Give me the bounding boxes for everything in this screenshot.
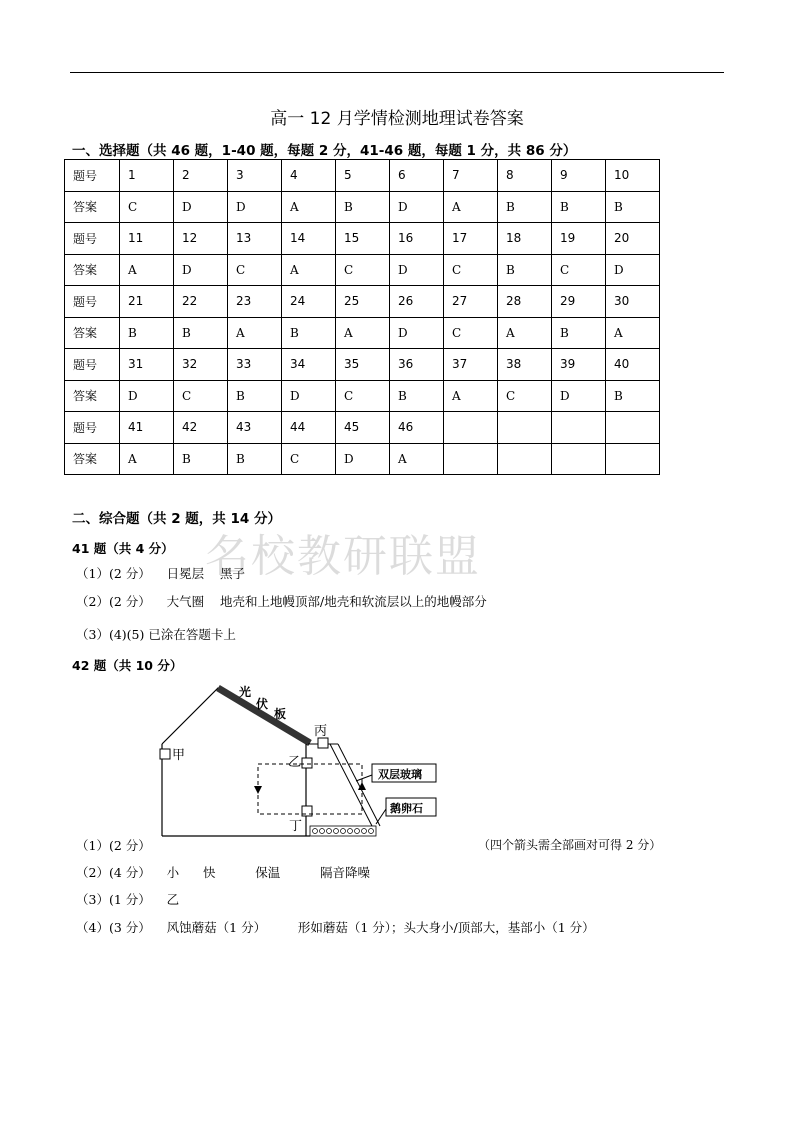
answer-cell: C [444, 317, 498, 349]
q42-note: （四个箭头需全部画对可得 2 分） [478, 838, 662, 852]
answer-cell [498, 443, 552, 475]
question-number-cell: 30 [606, 286, 660, 318]
question-number-cell: 5 [336, 160, 390, 192]
house-diagram [150, 678, 450, 843]
question-number-cell: 2 [174, 160, 228, 192]
num-row [65, 223, 660, 255]
answer-cell: B [120, 317, 174, 349]
question-number-cell: 35 [336, 349, 390, 381]
page-title: 高一 12 月学情检测地理试卷答案 [270, 109, 524, 129]
num-row [65, 412, 660, 444]
answer-cell: B [174, 443, 228, 475]
question-number-cell [444, 412, 498, 444]
label-pebble: 鹅卵石 [390, 802, 423, 815]
answer-cell: C [444, 254, 498, 286]
answer-cell: B [174, 317, 228, 349]
answer-cell: C [498, 380, 552, 412]
row-header: 题号 [65, 160, 120, 192]
answer-cell: C [336, 380, 390, 412]
question-number-cell: 34 [282, 349, 336, 381]
question-number-cell: 43 [228, 412, 282, 444]
answer-cell: A [120, 443, 174, 475]
answer-cell: A [228, 317, 282, 349]
answer-cell: C [282, 443, 336, 475]
answer-row [65, 443, 660, 475]
answer-cell [444, 443, 498, 475]
answer-row [65, 254, 660, 286]
question-number-cell: 39 [552, 349, 606, 381]
answer-cell: C [552, 254, 606, 286]
label-bing: 丙 [314, 724, 328, 739]
question-number-cell [498, 412, 552, 444]
row-header: 题号 [65, 349, 120, 381]
answer-cell: D [390, 191, 444, 223]
question-number-cell: 15 [336, 223, 390, 255]
answer-cell: B [498, 254, 552, 286]
question-number-cell: 21 [120, 286, 174, 318]
num-row [65, 160, 660, 192]
question-number-cell: 17 [444, 223, 498, 255]
row-header: 答案 [65, 317, 120, 349]
answer-cell: D [552, 380, 606, 412]
panel-char-3: 板 [274, 707, 287, 721]
question-number-cell: 1 [120, 160, 174, 192]
row-header: 答案 [65, 380, 120, 412]
answer-cell: A [444, 380, 498, 412]
question-number-cell: 24 [282, 286, 336, 318]
answer-cell: A [282, 191, 336, 223]
answer-cell: B [228, 443, 282, 475]
question-number-cell: 9 [552, 160, 606, 192]
question-number-cell: 38 [498, 349, 552, 381]
question-number-cell: 8 [498, 160, 552, 192]
label-ding: 丁 [289, 819, 303, 834]
q42-line-2: （2）(4 分） 小 快 保温 隔音降噪 [76, 865, 370, 880]
answer-cell: D [390, 254, 444, 286]
q41-line-2: （2）(2 分） 大气圈 地壳和上地幔顶部/地壳和软流层以上的地幔部分 [76, 594, 487, 609]
answer-cell: B [606, 380, 660, 412]
answer-cell: D [282, 380, 336, 412]
answer-cell: D [606, 254, 660, 286]
question-number-cell: 26 [390, 286, 444, 318]
question-number-cell: 42 [174, 412, 228, 444]
question-number-cell: 29 [552, 286, 606, 318]
question-number-cell: 33 [228, 349, 282, 381]
label-yi: 乙 [288, 755, 302, 770]
question-number-cell: 28 [498, 286, 552, 318]
vent-jia [160, 749, 170, 759]
question-number-cell: 19 [552, 223, 606, 255]
arrow-down [254, 786, 262, 794]
question-number-cell: 36 [390, 349, 444, 381]
question-number-cell [552, 412, 606, 444]
answer-cell [606, 443, 660, 475]
answer-cell: A [336, 317, 390, 349]
question-number-cell: 45 [336, 412, 390, 444]
answer-cell: A [282, 254, 336, 286]
label-jia: 甲 [172, 748, 186, 763]
num-row [65, 286, 660, 318]
answer-cell: C [174, 380, 228, 412]
row-header: 题号 [65, 223, 120, 255]
answer-cell: B [390, 380, 444, 412]
section1-heading: 一、选择题（共 46 题，1-40 题，每题 2 分，41-46 题，每题 1 分，共 86 分） [72, 143, 577, 159]
answer-row [65, 317, 660, 349]
question-number-cell: 12 [174, 223, 228, 255]
question-number-cell: 46 [390, 412, 444, 444]
question-number-cell: 40 [606, 349, 660, 381]
question-number-cell: 22 [174, 286, 228, 318]
answer-cell: C [336, 254, 390, 286]
answer-cell: C [228, 254, 282, 286]
question-number-cell: 41 [120, 412, 174, 444]
section2-heading: 二、综合题（共 2 题，共 14 分） [72, 511, 281, 527]
q42-line-4: （4）(3 分） 风蚀蘑菇（1 分） 形如蘑菇（1 分）；头大身小/顶部大，基部小（1 分） [76, 920, 595, 935]
question-number-cell: 3 [228, 160, 282, 192]
row-header: 题号 [65, 412, 120, 444]
question-number-cell: 23 [228, 286, 282, 318]
top-rule [70, 72, 724, 73]
q41-line-1: （1）(2 分） 日冕层 黑子 [76, 566, 246, 581]
vent-bing [318, 738, 328, 748]
answer-cell: C [120, 191, 174, 223]
answer-cell: B [498, 191, 552, 223]
question-number-cell: 14 [282, 223, 336, 255]
q42-line-1: （1）(2 分） [76, 838, 151, 853]
question-number-cell: 37 [444, 349, 498, 381]
answer-cell: B [552, 191, 606, 223]
answer-cell: D [228, 191, 282, 223]
question-number-cell: 11 [120, 223, 174, 255]
question-number-cell: 4 [282, 160, 336, 192]
answer-cell: B [336, 191, 390, 223]
answer-cell: D [390, 317, 444, 349]
answer-cell [552, 443, 606, 475]
question-number-cell: 7 [444, 160, 498, 192]
answer-cell: D [174, 254, 228, 286]
watermark: 名校教研联盟 [205, 531, 481, 582]
answer-cell: D [336, 443, 390, 475]
row-header: 答案 [65, 191, 120, 223]
answer-cell: B [606, 191, 660, 223]
question-number-cell: 20 [606, 223, 660, 255]
answer-cell: A [444, 191, 498, 223]
q41-heading: 41 题（共 4 分） [72, 541, 174, 556]
row-header: 答案 [65, 443, 120, 475]
q42-line-3: （3）(1 分） 乙 [76, 892, 180, 907]
answer-cell: B [228, 380, 282, 412]
question-number-cell [606, 412, 660, 444]
label-glass: 双层玻璃 [378, 768, 422, 781]
answer-cell: A [498, 317, 552, 349]
answer-cell: D [174, 191, 228, 223]
panel-char-2: 伏 [256, 697, 269, 711]
question-number-cell: 32 [174, 349, 228, 381]
answer-cell: B [282, 317, 336, 349]
answer-cell: A [390, 443, 444, 475]
vent-yi [302, 758, 312, 768]
row-header: 题号 [65, 286, 120, 318]
row-header: 答案 [65, 254, 120, 286]
answer-cell: D [120, 380, 174, 412]
question-number-cell: 25 [336, 286, 390, 318]
question-number-cell: 44 [282, 412, 336, 444]
num-row [65, 349, 660, 381]
q41-line-3: （3）(4)(5) 已涂在答题卡上 [76, 627, 236, 642]
answer-row [65, 380, 660, 412]
q42-heading: 42 题（共 10 分） [72, 658, 183, 673]
question-number-cell: 27 [444, 286, 498, 318]
question-number-cell: 31 [120, 349, 174, 381]
question-number-cell: 18 [498, 223, 552, 255]
answer-row [65, 191, 660, 223]
answer-cell: A [606, 317, 660, 349]
panel-char-1: 光 [239, 685, 252, 699]
answer-cell: A [120, 254, 174, 286]
question-number-cell: 10 [606, 160, 660, 192]
answer-table [64, 159, 660, 475]
answer-cell: B [552, 317, 606, 349]
pebble-bed [310, 826, 376, 836]
question-number-cell: 16 [390, 223, 444, 255]
question-number-cell: 13 [228, 223, 282, 255]
question-number-cell: 6 [390, 160, 444, 192]
